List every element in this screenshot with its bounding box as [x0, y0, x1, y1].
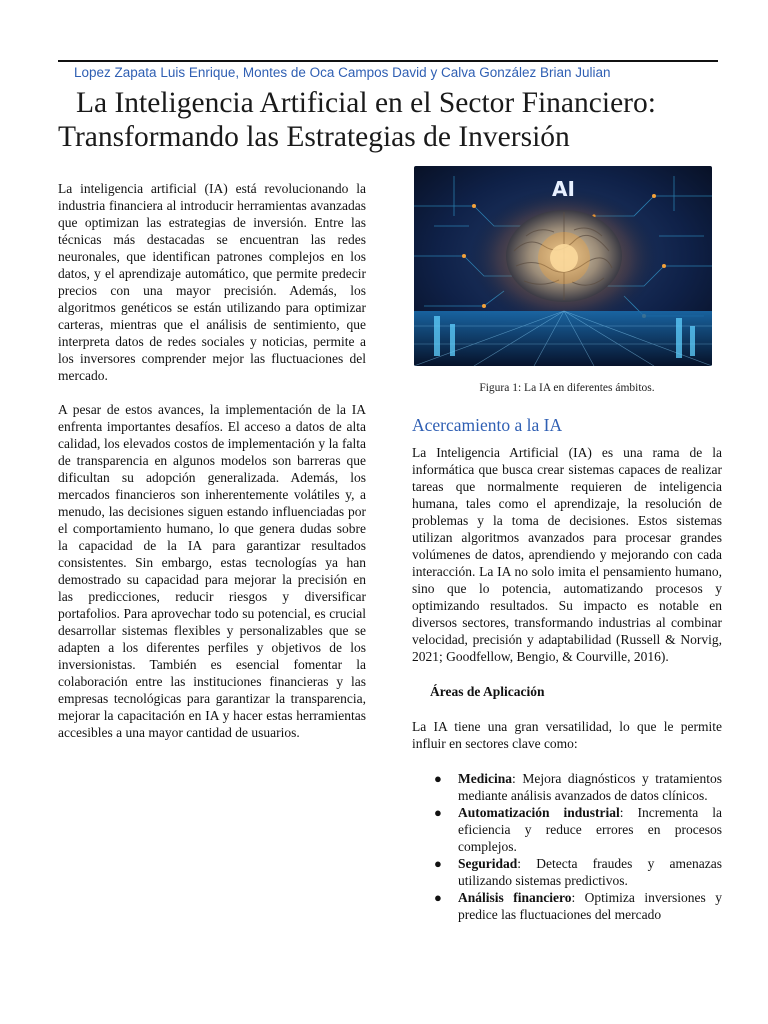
paragraph-intro: La inteligencia artificial (IA) está revolucionando la industria financiera al introducir herramientas avanzadas que optimizan las estrategias de inversión. Entre las técnicas más destacadas se encuentran las redes neuronales, que identifican patrones complejos en los datos, y el aprendizaje automático, que permite predecir precios con una mayor precisión. Además, los algoritmos genéticos se están utilizando para optimizar carteras, mientras que el análisis de sentimiento, que interpreta datos de redes sociales y noticias, permite a los inversores comprender mejor las fluctuaciones del mercado.: [58, 181, 366, 383]
list-item-text: : Incrementa la eficiencia y reduce errores en procesos complejos.: [458, 805, 722, 854]
list-item-term: Medicina: [458, 771, 512, 786]
section-heading: Acercamiento a la IA: [412, 415, 563, 435]
title-line-1: La Inteligencia Artificial en el Sector Financiero:: [76, 87, 656, 119]
top-rule: [58, 60, 718, 62]
title-line-2: Transformando las Estrategias de Inversión: [58, 121, 570, 153]
bullet-icon: ●: [434, 771, 442, 786]
figure-ai-text: AI: [552, 177, 575, 201]
list-item-text: : Optimiza inversiones y predice las fluctuaciones del mercado: [458, 890, 722, 922]
ai-brain-image: [414, 166, 712, 366]
list-item-term: Seguridad: [458, 856, 518, 871]
author-list: Lopez Zapata Luis Enrique, Montes de Oca Campos David y Calva González Brian Julian: [74, 65, 611, 80]
paragraph-challenges: A pesar de estos avances, la implementación de la IA enfrenta importantes desafíos. El acceso a datos de alta calidad, los elevados costos de implementación y la falta de transparencia en algunos modelos son barreras que dificultan su adopción generalizada. Además, los mercados financieros son inherentemente volátiles y, a menudo, las decisiones siguen estando influenciadas por el comportamiento humano, lo que genera dudas sobre la capacidad de la IA para garantizar resultados consistentes. Sin embargo, estas tecnologías ya han demostrado su capacidad para mejorar la precisión en las predicciones, reducir riesgos y diversificar portafolios. Para aprovechar todo su potencial, es crucial desarrollar sistemas flexibles y personalizables que se adapten a los diferentes perfiles y objetivos de los inversionistas. También es esencial fomentar la colaboración entre las instituciones financieras y las empresas tecnológicas para garantizar la transparencia, mejorar la capacitación en IA y hacer estas herramientas accesibles a una mayor cantidad de usuarios.: [58, 402, 366, 740]
paper-title: [58, 86, 722, 154]
bullet-icon: ●: [434, 890, 442, 905]
paragraph-applications-intro: La IA tiene una gran versatilidad, lo que le permite influir en sectores clave como:: [412, 719, 722, 751]
list-item: [412, 804, 722, 855]
figure-caption: Figura 1: La IA en diferentes ámbitos.: [479, 382, 655, 394]
list-item: [412, 855, 722, 889]
subheading-applications: Áreas de Aplicación: [430, 684, 545, 699]
right-column: [412, 166, 722, 923]
bullet-icon: ●: [434, 856, 442, 871]
left-column: [58, 180, 366, 741]
applications-list: [412, 770, 722, 923]
list-item: [412, 770, 722, 804]
list-item: [412, 889, 722, 923]
list-item-term: Análisis financiero: [458, 890, 572, 905]
bullet-icon: ●: [434, 805, 442, 820]
list-item-text: : Detecta fraudes y amenazas utilizando sistemas predictivos.: [458, 856, 722, 888]
ai-brain-figure: [414, 166, 712, 366]
list-item-term: Automatización industrial: [458, 805, 620, 820]
list-item-text: : Mejora diagnósticos y tratamientos mediante análisis avanzados de datos clínicos.: [458, 771, 722, 803]
paragraph-ai-definition: La Inteligencia Artificial (IA) es una rama de la informática que busca crear sistemas capaces de realizar tareas que normalmente requieren de inteligencia humana, tales como el aprendizaje, la resolución de problemas y la toma de decisiones. Estos sistemas utilizan algoritmos avanzados para procesar grandes volúmenes de datos, aprendiendo y mejorando con cada interacción. La IA no solo imita el pensamiento humano, sino que lo potencia, automatizando procesos y optimizando resultados. Su impacto es notable en diversos sectores, transformando industrias al combinar velocidad, precisión y adaptabilidad (Russell & Norvig, 2021; Goodfellow, Bengio, & Courville, 2016).: [412, 445, 722, 664]
